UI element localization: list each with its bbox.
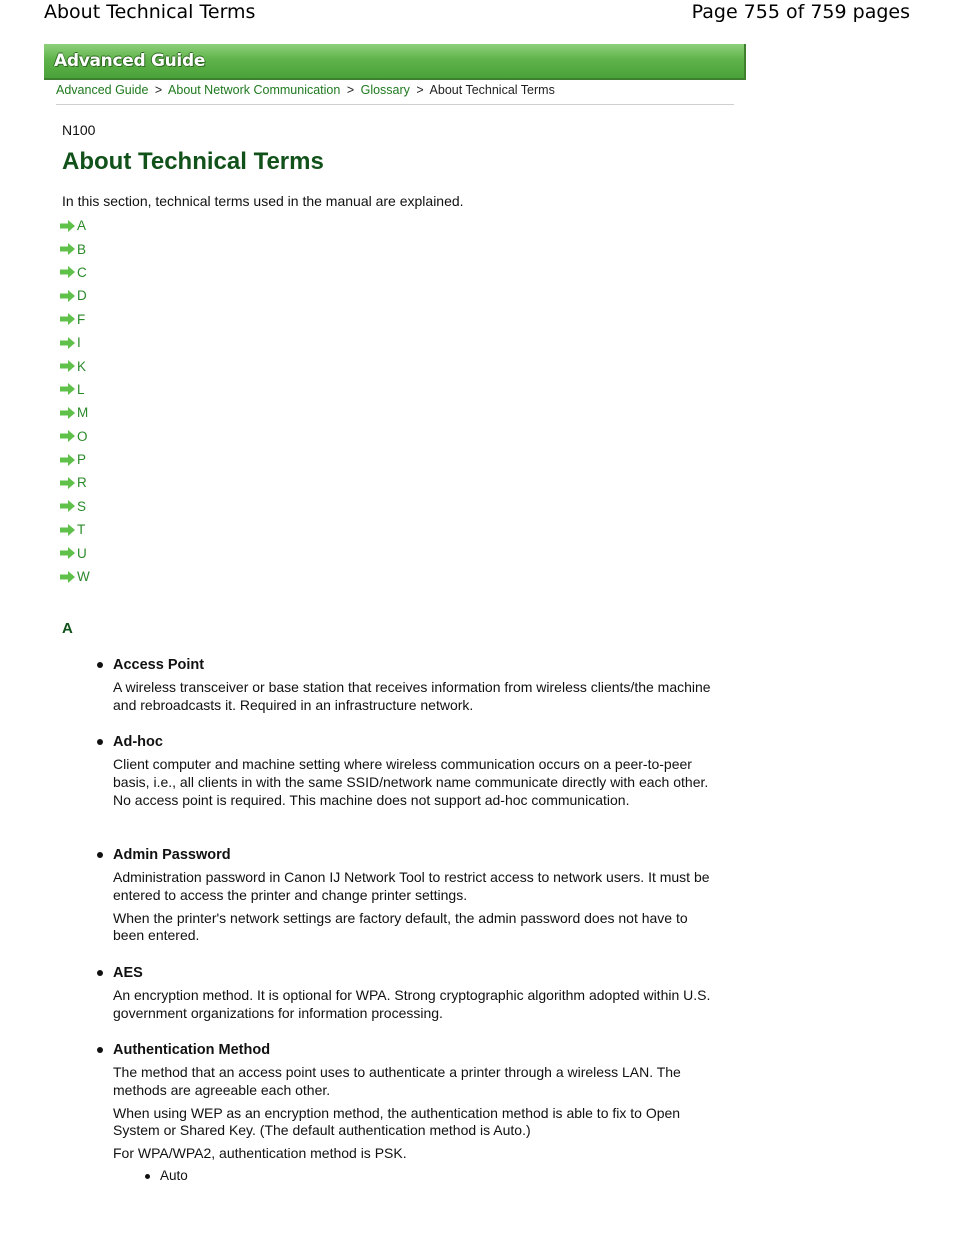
arrow-right-icon [60, 337, 75, 349]
letter-link[interactable]: P [77, 452, 87, 468]
section-heading: A [62, 620, 73, 637]
letter-link[interactable]: C [77, 264, 87, 280]
breadcrumb-current: About Technical Terms [429, 83, 555, 97]
letter-index-item [60, 214, 90, 237]
term-description: An encryption method. It is optional for WPA. Strong cryptographic algorithm adopted within U.S. government organizations for information processing. [113, 987, 711, 1021]
arrow-right-icon [60, 313, 75, 325]
letter-link[interactable]: L [77, 381, 85, 397]
letter-index-item [60, 308, 90, 331]
letter-link[interactable]: W [77, 569, 90, 585]
letter-link[interactable]: M [77, 405, 89, 421]
arrow-right-icon [60, 430, 75, 442]
letter-index [60, 214, 90, 588]
term-description: When the printer's network settings are factory default, the admin password does not have to been entered. [113, 909, 688, 944]
letter-link[interactable]: I [77, 335, 81, 351]
intro-text: In this section, technical terms used in the manual are explained. [62, 193, 464, 209]
letter-index-item [60, 565, 90, 588]
breadcrumb-advanced-guide[interactable]: Advanced Guide [56, 83, 149, 97]
term-item [113, 964, 713, 1023]
letter-index-item [60, 261, 90, 284]
term-name: Access Point [113, 656, 713, 674]
letter-index-item [60, 237, 90, 260]
arrow-right-icon [60, 383, 75, 395]
arrow-right-icon [60, 243, 75, 255]
page-count: Page 755 of 759 pages [691, 1, 910, 23]
letter-link[interactable]: B [77, 241, 87, 257]
letter-link[interactable]: S [77, 498, 87, 514]
letter-index-item [60, 471, 90, 494]
term-name: Ad-hoc [113, 733, 713, 751]
sub-list [113, 1168, 713, 1183]
letter-link[interactable]: D [77, 288, 87, 304]
letter-index-item [60, 354, 90, 377]
term-item [113, 846, 713, 945]
letter-index-item [60, 518, 90, 541]
letter-index-item [60, 495, 90, 518]
document-code: N100 [62, 122, 96, 138]
term-name: Admin Password [113, 846, 713, 864]
breadcrumb-network-communication[interactable]: About Network Communication [168, 83, 341, 97]
term-description: The method that an access point uses to authenticate a printer through a wireless LAN. The methods are agreeable each other. [113, 1064, 681, 1098]
arrow-right-icon [60, 266, 75, 278]
breadcrumb-glossary[interactable]: Glossary [360, 83, 410, 97]
arrow-right-icon [60, 220, 75, 232]
term-description: For WPA/WPA2, authentication method is PSK. [113, 1145, 407, 1162]
term-description: A wireless transceiver or base station that receives information from wireless clients/the machine and rebroadcasts it. Required in an infrastructure network. [113, 679, 711, 713]
arrow-right-icon [60, 454, 75, 466]
letter-index-item [60, 541, 90, 564]
letter-index-item [60, 284, 90, 307]
page-title: About Technical Terms [62, 148, 324, 175]
term-description: Client computer and machine setting where wireless communication occurs on a peer-to-peer basis, i.e., all clients in with the same SSID/network name communicate directly with each other. No access point is required. This machine does not support ad-hoc communication. [113, 756, 709, 808]
arrow-right-icon [60, 547, 75, 559]
letter-index-item [60, 425, 90, 448]
arrow-right-icon [60, 571, 75, 583]
arrow-right-icon [60, 407, 75, 419]
letter-link[interactable]: A [77, 218, 87, 234]
arrow-right-icon [60, 477, 75, 489]
arrow-right-icon [60, 290, 75, 302]
term-description: Administration password in Canon IJ Network Tool to restrict access to network users. It must be entered to access the printer and change printer settings. [113, 869, 710, 903]
letter-index-item [60, 378, 90, 401]
letter-index-item [60, 331, 90, 354]
term-item [113, 656, 713, 715]
letter-index-item [60, 448, 90, 471]
letter-index-item [60, 401, 90, 424]
divider [56, 104, 734, 105]
letter-link[interactable]: F [77, 311, 86, 327]
term-description: When using WEP as an encryption method, the authentication method is able to fix to Open System or Shared Key. (The default authentication method is Auto.) [113, 1104, 681, 1139]
banner-label: Advanced Guide [54, 51, 206, 71]
term-name: AES [113, 964, 713, 982]
letter-link[interactable]: K [77, 358, 87, 374]
term-item [113, 733, 713, 809]
term-item [113, 1041, 713, 1183]
page-header-title: About Technical Terms [44, 1, 256, 23]
arrow-right-icon [60, 500, 75, 512]
sub-list-item: Auto [160, 1168, 760, 1183]
letter-link[interactable]: T [77, 522, 86, 538]
breadcrumb [56, 83, 555, 97]
letter-link[interactable]: U [77, 545, 87, 561]
breadcrumb-separator: > [346, 83, 355, 97]
letter-link[interactable]: R [77, 475, 87, 491]
letter-link[interactable]: O [77, 428, 88, 444]
advanced-guide-banner [44, 44, 746, 80]
breadcrumb-separator: > [416, 83, 424, 97]
arrow-right-icon [60, 524, 75, 536]
breadcrumb-separator: > [154, 83, 163, 97]
arrow-right-icon [60, 360, 75, 372]
term-name: Authentication Method [113, 1041, 713, 1059]
